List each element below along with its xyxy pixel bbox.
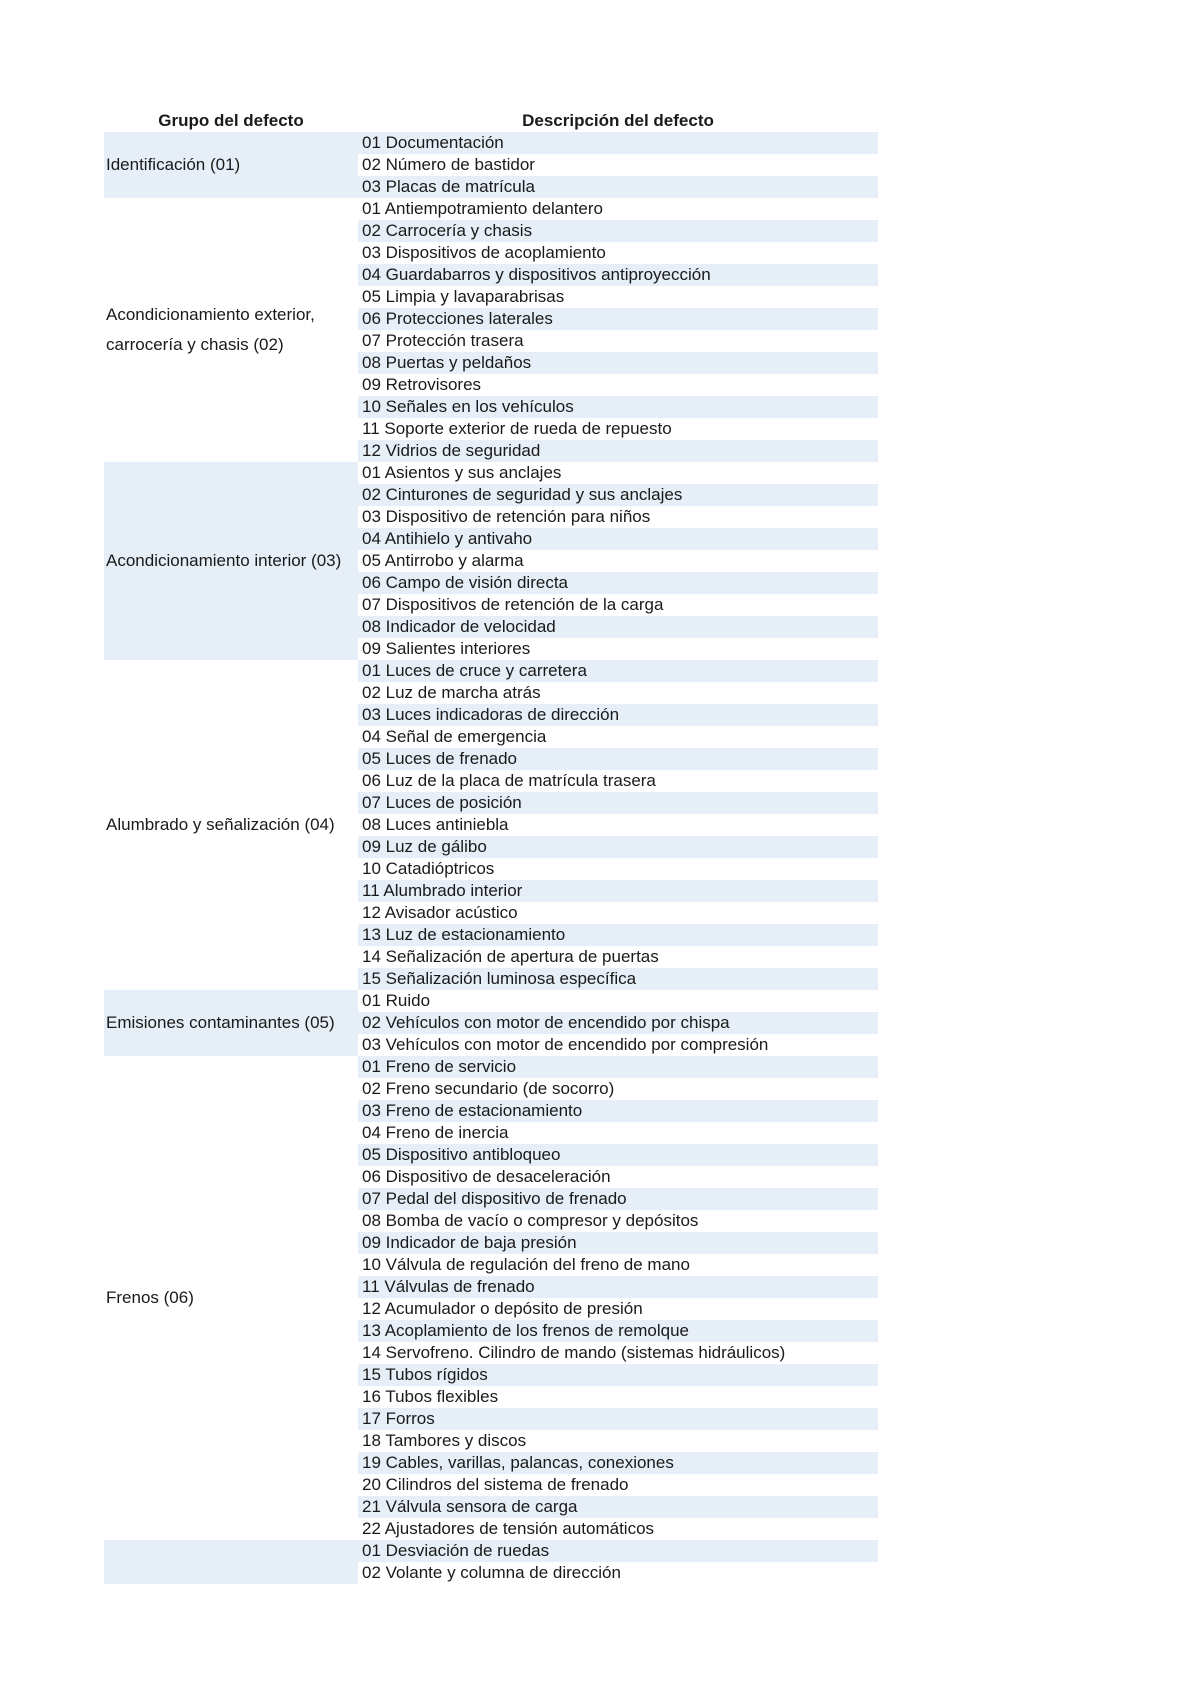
- defect-row: 09 Salientes interiores: [362, 639, 531, 658]
- defect-row: 06 Protecciones laterales: [358, 308, 878, 330]
- defect-group: [104, 990, 878, 1056]
- defect-row: 05 Limpia y lavaparabrisas: [362, 287, 565, 306]
- defect-row: 03 Vehículos con motor de encendido por compresión: [362, 1035, 769, 1054]
- defect-row: 08 Luces antiniebla: [362, 815, 509, 834]
- defect-row: 14 Señalización de apertura de puertas: [362, 947, 659, 966]
- defect-row: 12 Avisador acústico: [362, 903, 518, 922]
- defect-row: 01 Antiempotramiento delantero: [362, 199, 603, 218]
- defect-row: 16 Tubos flexibles: [362, 1387, 499, 1406]
- defect-row: 19 Cables, varillas, palancas, conexiones: [358, 1452, 878, 1474]
- group-name: Identificación (01): [106, 155, 241, 174]
- defect-row: 09 Luz de gálibo: [358, 836, 878, 858]
- defect-row: 04 Guardabarros y dispositivos antiproyección: [358, 264, 878, 286]
- defect-row: 18 Tambores y discos: [362, 1431, 527, 1450]
- group-items: [358, 198, 878, 462]
- defect-row: 03 Freno de estacionamiento: [358, 1100, 878, 1122]
- group-items: [358, 990, 878, 1056]
- group-items: [358, 132, 878, 198]
- defect-group: [104, 1540, 878, 1584]
- defect-row: 01 Freno de servicio: [358, 1056, 878, 1078]
- table-header: [104, 110, 878, 132]
- defect-row: 01 Asientos y sus anclajes: [362, 463, 562, 482]
- defect-group: [104, 660, 878, 990]
- defect-row: 01 Luces de cruce y carretera: [358, 660, 878, 682]
- defect-row: 05 Antirrobo y alarma: [362, 551, 524, 570]
- defect-row: 01 Documentación: [358, 132, 878, 154]
- group-name-cell: [104, 1540, 358, 1584]
- defect-row: 05 Luces de frenado: [358, 748, 878, 770]
- defect-row: 13 Luz de estacionamiento: [358, 924, 878, 946]
- defect-row: 02 Número de bastidor: [362, 155, 535, 174]
- defect-row: 11 Alumbrado interior: [358, 880, 878, 902]
- defect-row: 03 Dispositivo de retención para niños: [362, 507, 651, 526]
- defect-row: 04 Señal de emergencia: [362, 727, 547, 746]
- defect-row: 07 Dispositivos de retención de la carga: [362, 595, 664, 614]
- defect-row: 11 Válvulas de frenado: [358, 1276, 878, 1298]
- defect-row: 08 Puertas y peldaños: [358, 352, 878, 374]
- group-name-cell: [104, 990, 358, 1056]
- defect-row: 09 Retrovisores: [362, 375, 482, 394]
- defect-row: 07 Luces de posición: [358, 792, 878, 814]
- defect-row: 13 Acoplamiento de los frenos de remolque: [358, 1320, 878, 1342]
- table-body: [104, 132, 878, 1584]
- defect-row: 02 Carrocería y chasis: [358, 220, 878, 242]
- defect-row: 05 Dispositivo antibloqueo: [358, 1144, 878, 1166]
- defect-row: 15 Tubos rígidos: [358, 1364, 878, 1386]
- group-name: Frenos (06): [106, 1288, 194, 1307]
- defect-row: 03 Dispositivos de acoplamiento: [362, 243, 606, 262]
- defect-row: 12 Acumulador o depósito de presión: [362, 1299, 643, 1318]
- defect-row: 07 Protección trasera: [362, 331, 524, 350]
- defect-row: 06 Campo de visión directa: [358, 572, 878, 594]
- group-name: Emisiones contaminantes (05): [106, 1013, 335, 1032]
- defect-row: 10 Válvula de regulación del freno de mano: [362, 1255, 690, 1274]
- defect-table: [104, 110, 878, 1584]
- defect-row: 09 Indicador de baja presión: [358, 1232, 878, 1254]
- group-name-cell: [104, 198, 358, 462]
- defect-row: 15 Señalización luminosa específica: [358, 968, 878, 990]
- group-name: Acondicionamiento exterior, carrocería y chasis (02): [106, 305, 315, 354]
- group-name: Alumbrado y señalización (04): [106, 815, 335, 834]
- defect-row: 02 Volante y columna de dirección: [362, 1563, 621, 1582]
- defect-row: 04 Freno de inercia: [362, 1123, 509, 1142]
- defect-group: [104, 462, 878, 660]
- defect-row: 10 Señales en los vehículos: [358, 396, 878, 418]
- group-column-header: Grupo del defecto: [158, 111, 304, 130]
- defect-row: 07 Pedal del dispositivo de frenado: [358, 1188, 878, 1210]
- defect-row: 03 Luces indicadoras de dirección: [358, 704, 878, 726]
- defect-row: 17 Forros: [358, 1408, 878, 1430]
- defect-row: 01 Desviación de ruedas: [358, 1540, 878, 1562]
- description-column-header: Descripción del defecto: [522, 111, 714, 130]
- group-name-cell: [104, 660, 358, 990]
- defect-row: 03 Placas de matrícula: [358, 176, 878, 198]
- group-name-cell: [104, 132, 358, 198]
- group-items: [358, 1056, 878, 1540]
- defect-row: 11 Soporte exterior de rueda de repuesto: [362, 419, 672, 438]
- defect-row: 04 Antihielo y antivaho: [358, 528, 878, 550]
- group-items: [358, 660, 878, 990]
- defect-row: 02 Luz de marcha atrás: [362, 683, 541, 702]
- group-items: [358, 1540, 878, 1584]
- defect-row: 14 Servofreno. Cilindro de mando (sistemas hidráulicos): [362, 1343, 786, 1362]
- group-name: Acondicionamiento interior (03): [106, 551, 342, 570]
- defect-row: 21 Válvula sensora de carga: [358, 1496, 878, 1518]
- defect-row: 01 Ruido: [362, 991, 431, 1010]
- defect-row: 10 Catadióptricos: [362, 859, 495, 878]
- defect-row: 12 Vidrios de seguridad: [358, 440, 878, 462]
- defect-row: 20 Cilindros del sistema de frenado: [362, 1475, 629, 1494]
- defect-group: [104, 132, 878, 198]
- group-name-cell: [104, 1056, 358, 1540]
- defect-row: 02 Cinturones de seguridad y sus anclajes: [358, 484, 878, 506]
- defect-row: 08 Bomba de vacío o compresor y depósitos: [362, 1211, 699, 1230]
- defect-group: [104, 1056, 878, 1540]
- group-name-cell: [104, 462, 358, 660]
- defect-row: 22 Ajustadores de tensión automáticos: [362, 1519, 655, 1538]
- defect-row: 06 Luz de la placa de matrícula trasera: [362, 771, 656, 790]
- defect-row: 02 Vehículos con motor de encendido por chispa: [358, 1012, 878, 1034]
- defect-row: 06 Dispositivo de desaceleración: [362, 1167, 611, 1186]
- defect-group: [104, 198, 878, 462]
- defect-row: 02 Freno secundario (de socorro): [362, 1079, 615, 1098]
- defect-row: 08 Indicador de velocidad: [358, 616, 878, 638]
- group-items: [358, 462, 878, 660]
